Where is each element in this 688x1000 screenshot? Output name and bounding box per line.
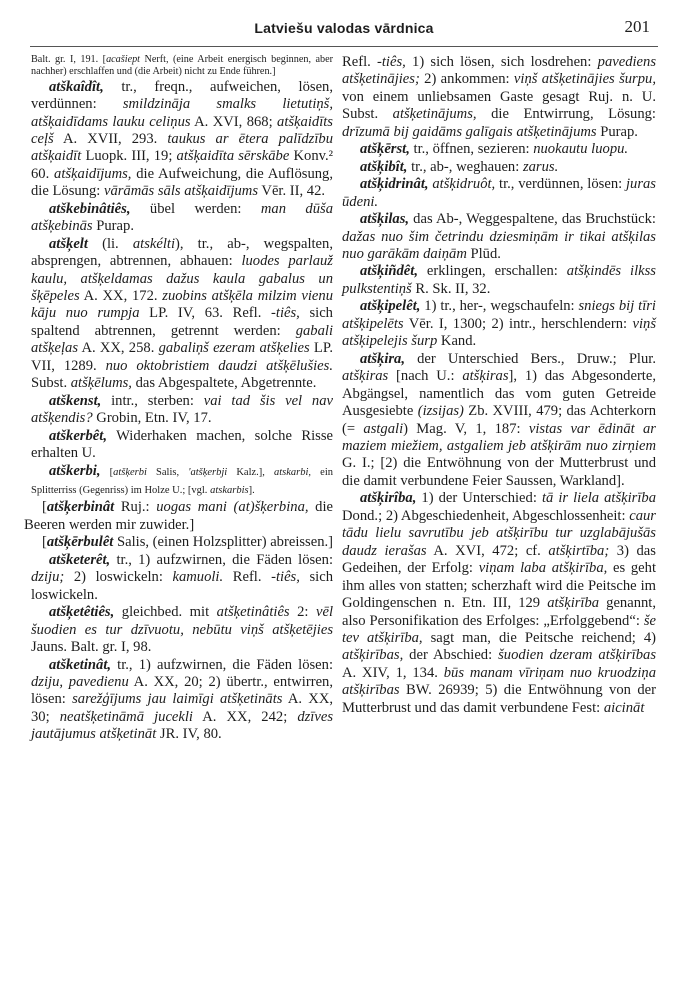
entry-text: 2) loswickeln: [64,569,173,586]
entry-text: Kalz.], [227,466,275,478]
entry-text: drīzumā bij gaidāms galīgais atšķetinājums [342,123,597,140]
entry-text: atšķidruôt, [432,176,496,193]
dictionary-entry [31,428,333,463]
entry-text: juras ūdeni. [342,176,656,210]
dictionary-entry [342,54,656,141]
headword: atškerbêt, [49,427,107,444]
headword: atšķipelêt, [360,298,421,315]
headword: atškaîdît, [49,78,104,95]
entry-text: atšķiras [342,368,389,385]
headword: atšķidrinât, [360,176,429,193]
entry-text: [nach U.: [388,368,463,385]
entry-text: Dond.; 2) Abgeschiedenheit, Abgeschlossenheit: [342,507,630,524]
entry-text: Refl. [223,569,272,586]
entry-text: 1) tr., her-, wegschaufeln: [420,298,579,315]
dictionary-entry [31,236,333,393]
dictionary-entry [31,657,333,744]
dictionary-entry [24,534,333,551]
entry-text: JR. IV, 80. [156,726,222,743]
entry-text: -tiês, [271,569,300,586]
entry-text: 2: [289,604,316,621]
entry-text: Jauns. Balt. gr. I, 98. [31,639,152,656]
entry-text: das Ab-, Weggespaltene, das Bruchstück: [409,211,656,228]
running-title: Latviešu valodas vārdnica [254,20,434,36]
entry-text: Zb. XVIII, 479; das Achterkorn (= [342,403,656,437]
entry-text: Refl. [342,54,378,70]
entry-text: kamuoli. [172,569,224,586]
entry-text: A. XX, 258. [78,340,159,357]
entry-text: viņš atšķipelejis šurp [342,315,656,350]
entry-text: der Unterschied Bers., Druw.; Plur. [405,350,656,367]
entry-text: atšķirības, [342,647,404,664]
dictionary-entry [342,159,656,176]
entry-text: intr., sterben: [101,392,204,409]
entry-text: Plūd. [466,245,501,262]
entry-text: Purap. [596,123,638,140]
entry-text: tr., verdünnen, lösen: [495,176,626,193]
right-column [342,54,656,717]
headword: atškenst, [49,392,102,409]
page-header [0,0,688,46]
entry-text: būs manam vīriņam nuo kruodziņa atšķirības [342,664,656,699]
entry-text: -tiês, [377,54,406,70]
dictionary-entry [31,201,333,236]
header-rule [30,46,658,47]
dictionary-entry [31,393,333,428]
entry-text: Widerhaken machen, solche Risse erhalten U. [31,427,333,462]
headword: atškerbi, [49,462,101,479]
dictionary-entry [342,298,656,350]
entry-text: (izsijas) [417,403,464,420]
entry-text: zarus. [522,158,559,175]
entry-text: erklingen, erschallen: [417,263,567,280]
entry-text: šuodien dzeram atšķirības [498,647,656,664]
entry-text: übel werden: [130,200,261,217]
entry-text: R. Sk. II, 32. [411,280,491,297]
headword: atšķērbulêt [46,534,114,551]
entry-text: 2) ankommen: [419,71,514,88]
entry-text: tr., 1) aufzwirnen, die Fäden lösen: [111,656,333,673]
entry-text: 1) sich lösen, sich losdrehen: [405,54,598,70]
headword: atškebinâtiês, [49,200,131,217]
entry-text: A. XIV, 1, 134. [342,664,444,681]
dictionary-entry [342,351,656,491]
dictionary-entry [31,604,333,656]
entry-text: Ruj.: [114,499,157,516]
entry-text: neatšķetināmā jucekli [59,708,193,725]
entry-text: Subst. [31,375,71,392]
entry-text: atšķaidīts cеļš [31,113,333,147]
entry-text: der Abschied: [403,647,499,664]
entry-text: LP. IV, 63. Refl. [139,305,272,322]
entry-text: pavediens atšķetinājies; [342,54,656,88]
headword: atšketerêt, [49,551,111,568]
entry-text: genannt, also Personifikation des Erfolges: „Erfolggebend“: [342,595,656,629]
entry-text: atskélti [132,235,176,252]
entry-text: sniegs bij tīri atšķipelēts [342,298,656,332]
entry-text: ), tr., ab-, wegspalten, absprengen, abtrennen, abhauen: [31,235,333,270]
entry-text: dažas nuo šim četrindu dziesmiņām ir tikai atšķilas nuo garākām daiņām [342,228,656,262]
headword: atšketinât, [49,656,112,673]
entry-text: [ [42,534,47,551]
entry-text: vēl šuodien es tur dzīvuotu, nebūtu viņš atšķetējies [31,604,333,638]
entry-text: tr., freqn., aufweichen, lösen, verdünnen: [31,78,333,113]
entry-text: 'atšķerbji [188,466,228,478]
entry-text: die Entwirrung, Lösung: [476,106,656,123]
entry-text: (li. [87,235,133,252]
dictionary-entry [31,79,333,201]
entry-text: vārāmās sāls atšķaidījums [103,183,259,200]
entry-text: A. XX, 242; [192,708,298,725]
dictionary-entry [31,463,333,500]
entry-text: atskarbi, [274,466,312,478]
entry-text: A. XX, 20; 2) übertr., entwirren, lösen: [31,674,333,708]
entry-text: A. XVI, 868; [190,113,278,130]
entry-text: Salis, (einen Holzsplitter) abreissen.] [113,534,334,551]
dictionary-entry [342,211,656,263]
entry-text: Konv.² 60. [31,148,334,182]
entry-text: atskarbis [210,485,249,497]
entry-text: Vēr. II, 42. [258,183,326,200]
headword: atšķiñdêt, [360,263,418,280]
entry-text: LP. VII, 1289. [31,340,333,374]
entry-text: 3) das Gedeihen, der Erfolg: [342,542,656,577]
headword: atšķibît, [360,158,408,175]
entry-text: viņš atšķetinājies šurpu, [513,71,656,88]
entry-text: še tev atšķirība, [342,612,656,646]
entry-text: Nerft, (eine Arbeit energisch beginnen, aber nachher) erschlaffen und (die Arbeit) nicht zu Ende führen.] [31,54,333,78]
entry-text: dziju; [31,569,65,586]
entry-text: acašiept [106,54,141,65]
entry-text: viņam laba atšķirība, [478,560,608,577]
entry-text: Kand. [437,333,477,350]
headword: atšķilas, [360,211,410,228]
entry-text: sich loswickeln. [31,569,333,603]
entry-text: luodes parlauž kaulu, atšķeldamas dažus kaula gabalus un šķēpeles [31,253,333,305]
entry-text: atšķindēs ilkss pulkstentiņš [342,263,656,297]
entry-text: atšķetinâtiês [216,604,290,621]
left-column [24,54,334,744]
entry-text: tr., öffnen, sezieren: [409,141,534,158]
entry-text: Vēr. I, 1300; 2) intr., herschlendern: [403,315,633,332]
entry-text: atšķirtība; [548,542,610,559]
entry-text: sagt man, die Peitsche reichend; 4) [422,629,656,646]
entry-text: gabaliņš ezeram atšķelies [158,340,310,357]
entry-text: Purap. [92,218,134,235]
entry-text: A. XVII, 293. [53,130,168,147]
dictionary-entry [342,141,656,158]
entry-text: das Abgespaltete, Abgetrennte. [131,375,317,392]
headword: atšķira, [360,350,406,367]
entry-text: gabali atšķeļas [31,322,333,357]
entry-text: von einem unliebsamen Gaste gesagt Ruj. n. U. Subst. [342,88,656,123]
entry-text: tr., ab-, weghauen: [407,158,523,175]
entry-text: A. XX, 172. [79,288,163,305]
entry-text: Salis, [146,466,189,478]
dictionary-entry [31,552,333,604]
entry-text: tr., 1) aufzwirnen, die Fäden lösen: [110,551,333,568]
headword: atšķirîba, [360,490,417,507]
entry-text: es geht ihm alles von statten; scherzhaft wird die Peitsche im Goldingenschen n. Etn. III, 129 [342,560,656,612]
entry-text: aicināt [603,699,645,716]
entry-text: [ [100,466,114,478]
entry-text: vai tad šis vel nav atšķendis? [31,392,333,427]
entry-text: caur tādu lielu savrutību jeb atšķirību tur uzglabājušās daudz ierašas [342,507,656,559]
entry-text: dziju, pavedienu [31,674,129,690]
entry-text: man dūša atšķebinās [31,200,333,235]
entry-text: 1) der Unterschied: [416,490,542,507]
dictionary-entry [31,54,333,79]
entry-text: atšķetinājums, [392,106,477,123]
page-number: 201 [624,17,650,36]
entry-text: tā ir liela atšķirība [541,490,657,507]
entry-text: nuo oktobristiem daudzi atšķēlušies. [105,357,333,374]
entry-text: smildzināja smalks lietutiņš, atšķaidīdams lauku celiņus [31,96,333,130]
entry-text: Balt. gr. I, 191. [ [31,54,107,65]
entry-text: atšķēlums, [70,375,132,392]
entry-text: atšķerbi [113,466,147,478]
dictionary-entry [24,499,333,534]
entry-text: Grobin, Etn. IV, 17. [92,410,212,427]
headword: atšķerbinât [46,499,115,516]
entry-text: ]. [248,485,255,497]
dictionary-entry [342,176,656,211]
entry-text: die Beeren werden mir zuwider.] [24,499,333,533]
entry-text: atšķiras [462,368,509,385]
entry-text: -tiês, [271,305,300,322]
headword: atšķetêtiês, [49,604,115,621]
entry-text: vistas var ēdināt ar maziem miežiem, astgaliem jeb atšķirām nuo zirņiem [342,420,656,454]
entry-text: zuobins atšķēla milzim vienu kāju nuo rumpja [31,288,333,322]
entry-text: BW. 26939; 5) die Entwöhnung von der Mutterbrust und das damit verbundene Fest: [342,682,656,716]
dictionary-entry [342,263,656,298]
entry-text: G. I.; [2) die Entwöhnung von der Mutterbrust und die damit verbundene Feier Saussen, Warkland]. [342,455,656,489]
headword: atšķērst, [360,141,410,158]
entry-text: A. XX, 30; [31,691,334,725]
entry-text: uogas mani (at)šķerbina, [156,499,309,516]
entry-text: ) Mag. V, 1, 187: [403,420,529,437]
entry-text: taukus ar ēterа palīdzību atšķaidīt [31,130,333,165]
entry-text: [ [42,499,47,516]
entry-text: die Aufweichung, die Auflösung, die Lösung: [31,165,333,200]
entry-text: sarežģījums jau laimīgi atšķetināts [72,691,283,708]
entry-text: atšķaidīta sērskābe [176,148,290,165]
dictionary-entry [342,490,656,717]
entry-text: Luopk. III, 19; [81,148,177,165]
entry-text: dzīves jautājumus atšķetināt [31,708,333,743]
entry-text: A. XVI, 472; cf. [426,542,549,559]
entry-text: ], 1) das Abgesonderte, Abgängsel, namentlich das vom guten Getreide Ausgesiebte [342,368,656,420]
entry-text: nuokautu luopu. [533,141,629,158]
entry-text: atšķaidījums, [54,165,132,182]
entry-text: ein Splitterriss (Gegenriss) im Holze U.; [vgl. [31,466,334,497]
entry-text: astgali [363,420,404,437]
entry-text: gleichbed. mit [114,604,217,621]
entry-text: sich spaltend abtrennen, getrennt werden: [31,305,333,339]
entry-text: atšķirība [547,595,600,612]
headword: atšķelt [49,235,88,252]
